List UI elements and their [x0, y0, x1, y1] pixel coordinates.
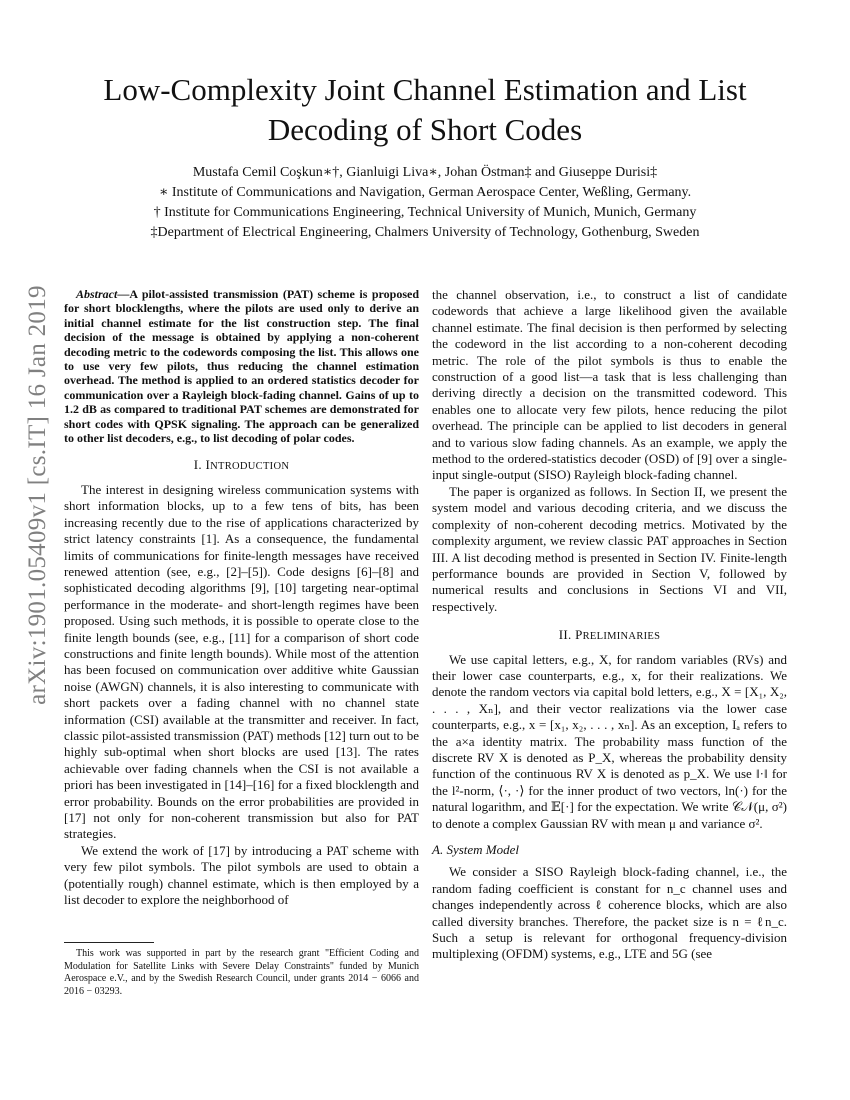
abstract-text: —A pilot-assisted transmission (PAT) scheme is proposed for short blocklengths, where the pilots are used only to derive an initial channel estimate for the list construction step. The final decision of the message is obtained by applying a non-coherent decoding metric to the codewords composing the list. This allows one to use very few pilots, thus reducing the channel estimation overhead. The method is applied to an ordered statistics decoder for communication over a Rayleigh block-fading channel. Gains of up to 1.2 dB as compared to traditional PAT schemes are demonstrated for short codes with QPSK signaling. The approach can be generalized to other list decoders, e.g., to list decoding of polar codes. — [64, 287, 419, 446]
affiliation-3: ‡Department of Electrical Engineering, Chalmers University of Technology, Gothenburg, Sweden — [150, 225, 700, 240]
affiliation-1: ∗ Institute of Communications and Navigation, German Aerospace Center, Weßling, Germany. — [158, 185, 692, 200]
heading-number: II. — [558, 627, 576, 643]
intro-paragraph-1: The interest in designing wireless communication systems with short information blocks, up to a few tens of bits, has been increasing recently due to the rise of applications characterized by strict latency constraints [1]. As a consequence, the fundamental limits of communications for finite-length messages have received renewed attention (see, e.g., [2]–[5]). Code designs [6]–[8] and sophisticated decoding algorithms [9], [10] targeting near-optimal performance in the moderate- and short-length regimes have been proposed. Using such methods, it is possible to operate close to the finite length bounds (see, e.g., [11] for a comparison of short code constructions and finite length bounds). While most of the attention has been focused on communication over additive white Gaussian noise (AWGN) channels, it is also interesting to communicate with short packets over a fading channel with no channel state information (CSI) available at the transmitter and receiver. In fact, classic pilot-assisted transmission (PAT) methods [12] turn out to be highly sub-optimal when short blocks are used [13]. The rates achievable over fading channels when the CSI is not available a priori has been investigated in [14]–[16] for a fixed blocklength and error probability. Bounds on the error probabilities are provided in [17] not only for non-coherent transmission but also for PAT strategies. — [64, 481, 419, 842]
section-heading-preliminaries — [432, 627, 787, 645]
right-column — [432, 287, 787, 963]
arxiv-sidebar — [16, 280, 60, 710]
title-line-1: Low-Complexity Joint Channel Estimation and List — [103, 72, 747, 107]
heading-rest: NTRODUCTION — [210, 461, 290, 473]
heading-number: I. — [193, 457, 206, 473]
arxiv-identifier: arXiv:1901.05409v1 [cs.IT] 16 Jan 2019 — [24, 285, 51, 705]
paper-title — [60, 70, 790, 150]
abstract-label: Abstract — [76, 287, 118, 301]
heading-initial: I — [205, 457, 211, 473]
funding-footnote: This work was supported in part by the research grant "Efficient Coding and Modulation for Satellite Links with Severe Delay Constraints" funded by Munich Aerospace e.V., and by the Swedish Research Council, under grants 2014 − 6066 and 2016 − 03293. — [64, 948, 419, 997]
section-heading-introduction — [64, 457, 419, 475]
heading-rest: RELIMINARIES — [582, 631, 661, 643]
preliminaries-paragraph: We use capital letters, e.g., X, for random variables (RVs) and their lower case counterparts, e.g., x, for their realizations. We denote the random vectors via capital bold letters, e.g., X = [X₁, X₂, . . . , Xₙ], and their vector realizations via the lower case counterparts, e.g., x = [x₁, x₂, . . . , xₙ]. As an exception, Iₐ refers to the a×a identity matrix. The probability mass function of the discrete RV X is denoted as P_X, whereas the probability density function of the continuous RV X is denoted as p_X. We use ‖·‖ for the l²-norm, ⟨·, ·⟩ for the inner product of two vectors, ln(·) for the natural logarithm, and 𝔼[·] for the expectation. We write 𝒞𝒩(μ, σ²) to denote a complex Gaussian RV with mean μ and variance σ². — [432, 651, 787, 831]
author-list: Mustafa Cemil Coşkun∗†, Gianluigi Liva∗, Johan Östman‡ and Giuseppe Durisi‡ — [192, 165, 658, 180]
right-paragraph-1: the channel observation, i.e., to construct a list of candidate codewords that achieve a large likelihood given the available channel estimate. The final decision is then performed by selecting the codeword in the list according to a non-coherent decoding metric. The role of the pilot symbols is thus to enable the construction of a good list—a task that is less challenging than deriving directly a decision on the transmitted codeword. This enables one to allocate very few pilots, hence reducing the pilot overhead. The principle can be applied to list decoders in general and to various slow fading channels. As an example, we apply the method to the ordered-statistics decoder (OSD) of [9] over a single-input single-output (SISO) Rayleigh block-fading channel. — [432, 287, 787, 483]
system-model-paragraph: We consider a SISO Rayleigh block-fading channel, i.e., the random fading coefficient is constant for n_c channel uses and changes independently across ℓ coherence blocks, which are also called diversity branches. Therefore, the packet size is n = ℓn_c. Such a setup is relevant for orthogonal frequency-division multiplexing (OFDM) systems, e.g., LTE and 5G (see — [432, 864, 787, 962]
footnote-divider — [64, 942, 154, 943]
author-block — [60, 163, 790, 243]
left-column — [64, 287, 419, 908]
title-line-2: Decoding of Short Codes — [267, 112, 583, 147]
affiliation-2: † Institute for Communications Engineering, Technical University of Munich, Munich, Germany — [153, 205, 697, 220]
right-paragraph-2: The paper is organized as follows. In Section II, we present the system model and various decoding criteria, and we discuss the complexity of non-coherent decoding metrics. Motivated by the complexity argument, we review classic PAT approaches in Section III. A list decoding method is presented in Section IV. Finite-length performance bounds are provided in Section V, followed by numerical results and conclusions in Sections VI and VII, respectively. — [432, 483, 787, 614]
abstract — [64, 287, 419, 445]
intro-paragraph-2: We extend the work of [17] by introducing a PAT scheme with very few pilot symbols. The pilot symbols are used to obtain a (potentially rough) channel estimate, which is then employed by a list decoder to explore the neighborhood of — [64, 842, 419, 908]
subsection-heading-system-model: A. System Model — [432, 842, 520, 857]
heading-initial: P — [575, 627, 583, 643]
